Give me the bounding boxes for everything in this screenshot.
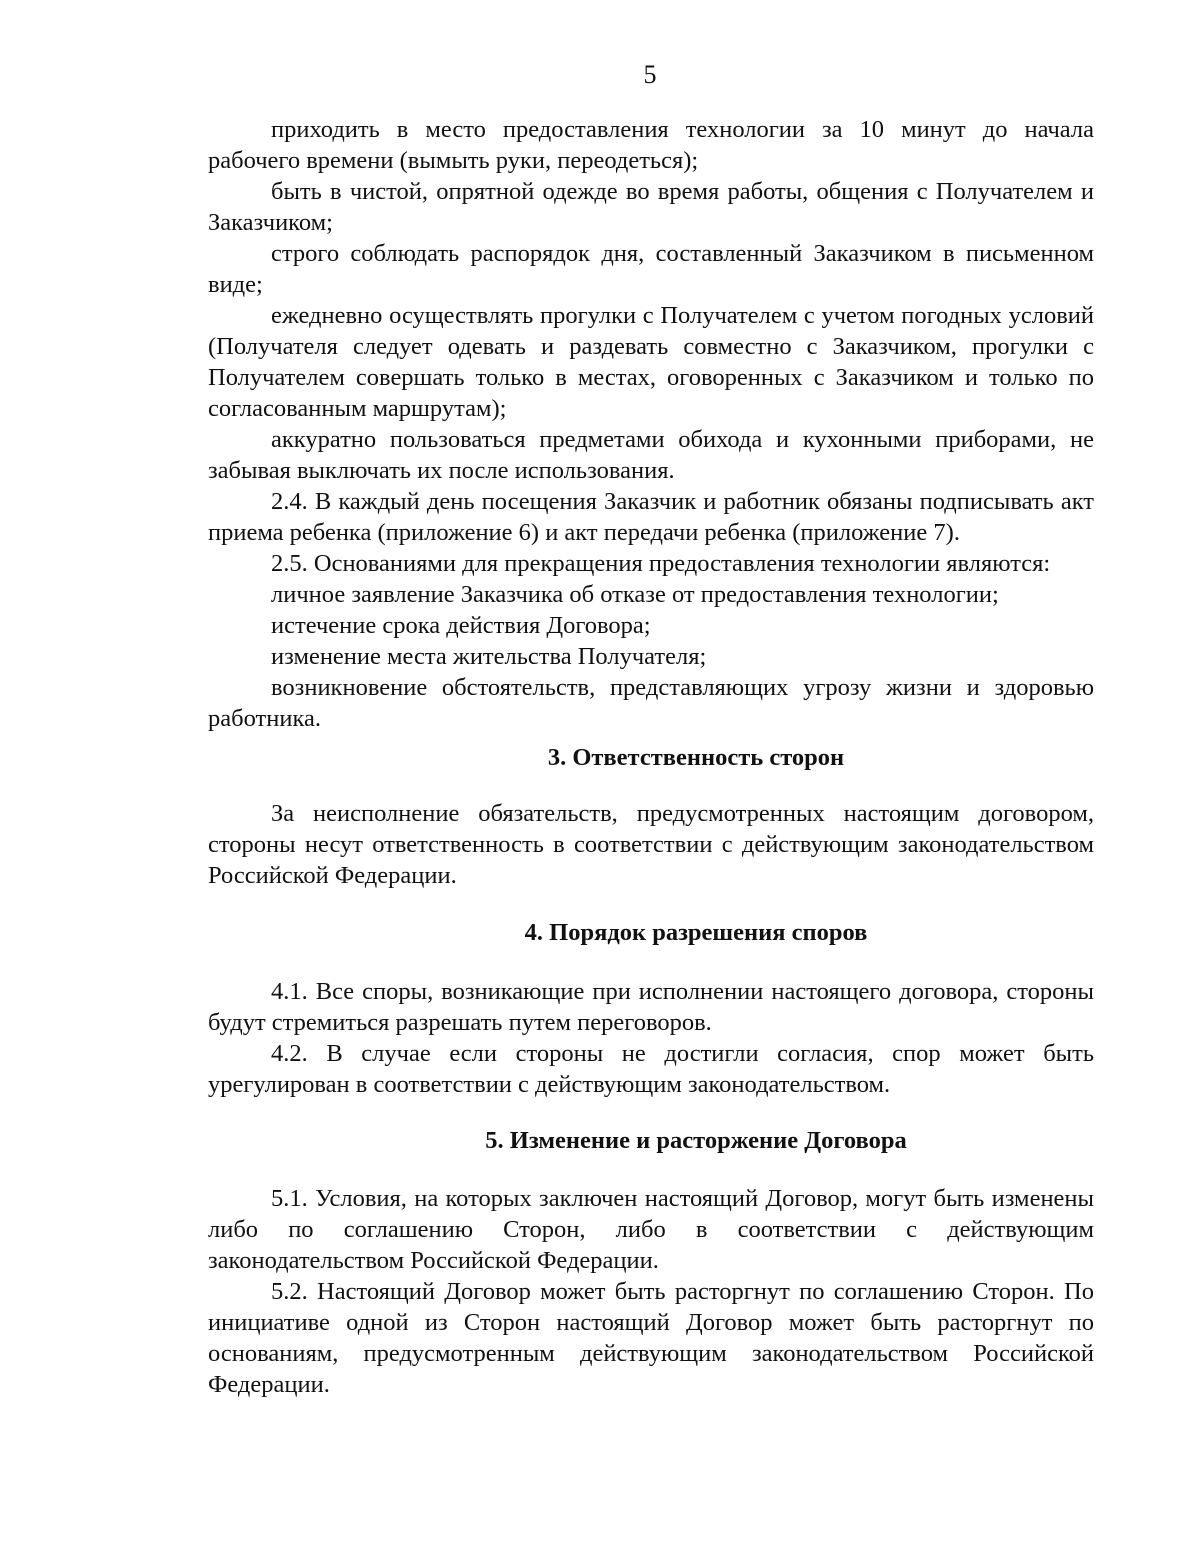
paragraph: За неисполнение обязательств, предусмотренных настоящим договором, стороны несут ответственность в соответствии с действующим законодательством Российской Федерации. bbox=[208, 800, 1094, 889]
paragraph: приходить в место предоставления технологии за 10 минут до начала рабочего времени (вымыть руки, переодеться); bbox=[208, 116, 1094, 174]
paragraph: 5.2. Настоящий Договор может быть расторгнут по соглашению Сторон. По инициативе одной из Сторон настоящий Договор может быть расторгнут по основаниям, предусмотренным действующим законодательством Российской Федерации. bbox=[208, 1278, 1094, 1398]
section-responsibility-body bbox=[208, 798, 1094, 891]
paragraph: строго соблюдать распорядок дня, составленный Заказчиком в письменном виде; bbox=[208, 240, 1094, 298]
paragraph: аккуратно пользоваться предметами обихода и кухонными приборами, не забывая выключать их после использования. bbox=[208, 426, 1094, 484]
section-amendment-body bbox=[208, 1183, 1094, 1400]
paragraph: истечение срока действия Договора; bbox=[271, 612, 651, 639]
paragraph: 4.2. В случае если стороны не достигли согласия, спор может быть урегулирован в соответствии с действующим законодательством. bbox=[208, 1040, 1094, 1098]
paragraph: 2.5. Основаниями для прекращения предоставления технологии являются: bbox=[271, 550, 1051, 577]
paragraph: возникновение обстоятельств, представляющих угрозу жизни и здоровью работника. bbox=[208, 674, 1094, 732]
section-heading-amendment: 5. Изменение и расторжение Договора bbox=[485, 1127, 907, 1154]
section-heading-responsibility: 3. Ответственность сторон bbox=[547, 744, 845, 771]
obligations-block bbox=[208, 114, 1094, 734]
paragraph: ежедневно осуществлять прогулки с Получателем с учетом погодных условий (Получателя следует одевать и раздевать совместно с Заказчиком, прогулки с Получателем совершать только в местах, оговоренных с Заказчиком и только по согласованным маршрутам); bbox=[208, 302, 1094, 422]
section-heading-disputes: 4. Порядок разрешения споров bbox=[524, 919, 868, 946]
paragraph: 5.1. Условия, на которых заключен настоящий Договор, могут быть изменены либо по соглашению Сторон, либо в соответствии с действующим законодательством Российской Федерации. bbox=[208, 1185, 1094, 1274]
paragraph: 4.1. Все споры, возникающие при исполнении настоящего договора, стороны будут стремиться разрешать путем переговоров. bbox=[208, 978, 1094, 1036]
paragraph: личное заявление Заказчика об отказе от предоставления технологии; bbox=[271, 581, 999, 608]
page-number: 5 bbox=[643, 60, 657, 89]
paragraph: 2.4. В каждый день посещения Заказчик и работник обязаны подписывать акт приема ребенка (приложение 6) и акт передачи ребенка (приложение 7). bbox=[208, 488, 1094, 546]
paragraph: изменение места жительства Получателя; bbox=[271, 643, 707, 670]
section-disputes-body bbox=[208, 976, 1094, 1100]
paragraph: быть в чистой, опрятной одежде во время работы, общения с Получателем и Заказчиком; bbox=[208, 178, 1094, 236]
